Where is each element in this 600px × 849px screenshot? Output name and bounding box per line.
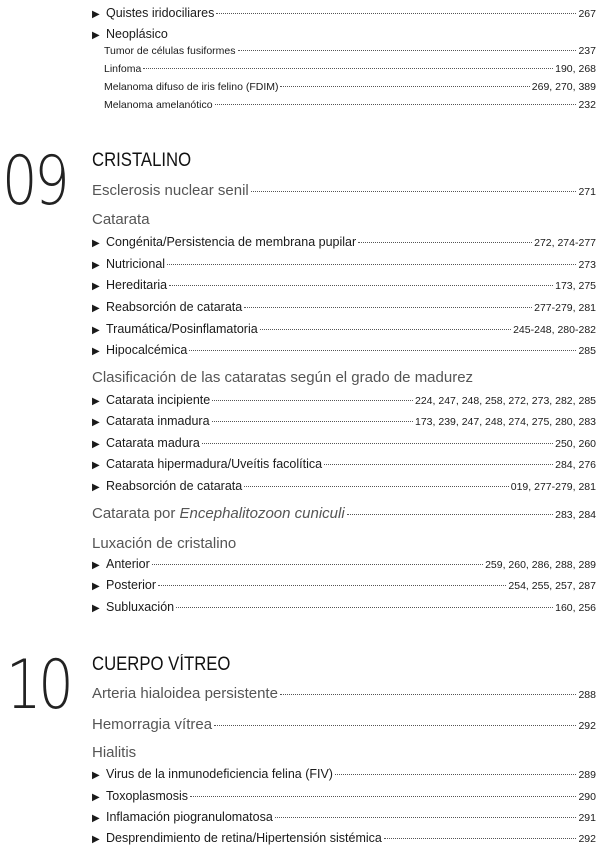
- toc-subentry[interactable]: Melanoma difuso de iris felino (FDIM) 269, 270, 389: [104, 81, 596, 93]
- toc-entry[interactable]: ▶ Subluxación 160, 256: [92, 600, 596, 614]
- toc-subentry[interactable]: Linfoma 190, 268: [104, 63, 596, 75]
- toc-entry[interactable]: ▶ Toxoplasmosis 290: [92, 789, 596, 803]
- toc-entry[interactable]: Hemorragia vítrea 292: [92, 716, 596, 733]
- arrow-right-icon: ▶: [92, 325, 100, 336]
- leader-dots: [251, 191, 577, 192]
- arrow-right-icon: ▶: [92, 603, 100, 614]
- arrow-right-icon: ▶: [92, 396, 100, 407]
- chapter-number: 10: [6, 646, 71, 725]
- toc-entry[interactable]: ▶ Catarata hipermadura/Uveítis facolítica 284, 276: [92, 457, 596, 471]
- arrow-right-icon: ▶: [92, 346, 100, 357]
- arrow-right-icon: ▶: [92, 792, 100, 803]
- toc-entry[interactable]: ▶ Hereditaria 173, 275: [92, 278, 596, 292]
- toc-entry[interactable]: ▶ Catarata inmadura 173, 239, 247, 248, 274, 275, 280, 283: [92, 414, 596, 428]
- toc-entry[interactable]: ▶ Reabsorción de catarata 277-279, 281: [92, 300, 596, 314]
- leader-dots: [275, 817, 577, 818]
- toc-entry[interactable]: ▶ Desprendimiento de retina/Hipertensión sistémica 292: [92, 831, 596, 845]
- toc-entry[interactable]: ▶ Virus de la inmunodeficiencia felina (FIV) 289: [92, 767, 596, 781]
- leader-dots: [212, 400, 413, 401]
- arrow-right-icon: ▶: [92, 417, 100, 428]
- section-heading: Clasificación de las cataratas según el grado de madurez: [92, 369, 474, 386]
- leader-dots: [176, 607, 553, 608]
- leader-dots: [280, 694, 577, 695]
- chapter-number: 09: [2, 142, 67, 221]
- arrow-right-icon: ▶: [92, 9, 100, 20]
- toc-subentry[interactable]: Melanoma amelanótico 232: [104, 99, 596, 111]
- toc-entry[interactable]: ▶ Hipocalcémica 285: [92, 343, 596, 357]
- arrow-right-icon: ▶: [92, 439, 100, 450]
- arrow-right-icon: ▶: [92, 281, 100, 292]
- leader-dots: [202, 443, 553, 444]
- leader-dots: [214, 725, 576, 726]
- toc-entry[interactable]: ▶ Catarata madura 250, 260: [92, 436, 596, 450]
- leader-dots: [384, 838, 577, 839]
- arrow-right-icon: ▶: [92, 260, 100, 271]
- leader-dots: [244, 307, 532, 308]
- arrow-right-icon: ▶: [92, 560, 100, 571]
- leader-dots: [280, 86, 529, 87]
- leader-dots: [335, 774, 577, 775]
- leader-dots: [189, 350, 576, 351]
- toc-entry[interactable]: ▶ Inflamación piogranulomatosa 291: [92, 810, 596, 824]
- leader-dots: [244, 486, 509, 487]
- section-heading: Hialitis: [92, 744, 137, 761]
- toc-entry[interactable]: ▶ Traumática/Posinflamatoria 245-248, 280-282: [92, 322, 596, 336]
- toc-entry[interactable]: ▶ Nutricional 273: [92, 257, 596, 271]
- section-heading: Catarata: [92, 211, 150, 228]
- toc-entry[interactable]: ▶ Catarata incipiente 224, 247, 248, 258, 272, 273, 282, 285: [92, 393, 596, 407]
- arrow-right-icon: ▶: [92, 482, 100, 493]
- arrow-right-icon: ▶: [92, 30, 100, 41]
- arrow-right-icon: ▶: [92, 581, 100, 592]
- chapter-title: CUERPO VÍTREO: [92, 654, 231, 675]
- toc-entry[interactable]: ▶ Congénita/Persistencia de membrana pupilar 272, 274-277: [92, 235, 596, 249]
- toc-entry[interactable]: ▶ Reabsorción de catarata 019, 277-279, 281: [92, 479, 596, 493]
- leader-dots: [260, 329, 511, 330]
- arrow-right-icon: ▶: [92, 834, 100, 845]
- arrow-right-icon: ▶: [92, 813, 100, 824]
- arrow-right-icon: ▶: [92, 460, 100, 471]
- leader-dots: [190, 796, 576, 797]
- toc-entry: ▶ Neoplásico: [92, 27, 168, 41]
- toc-subentry[interactable]: Tumor de células fusiformes 237: [104, 45, 596, 57]
- leader-dots: [324, 464, 553, 465]
- toc-entry[interactable]: ▶ Anterior 259, 260, 286, 288, 289: [92, 557, 596, 571]
- section-heading: Luxación de cristalino: [92, 535, 237, 552]
- leader-dots: [347, 514, 553, 515]
- leader-dots: [143, 68, 553, 69]
- toc-entry[interactable]: ▶ Quistes iridociliares 267: [92, 6, 596, 20]
- leader-dots: [238, 50, 577, 51]
- toc-entry[interactable]: Arteria hialoidea persistente 288: [92, 685, 596, 702]
- leader-dots: [216, 13, 576, 14]
- leader-dots: [358, 242, 532, 243]
- toc-entry[interactable]: Esclerosis nuclear senil 271: [92, 182, 596, 199]
- leader-dots: [169, 285, 553, 286]
- arrow-right-icon: ▶: [92, 238, 100, 249]
- leader-dots: [167, 264, 576, 265]
- leader-dots: [152, 564, 483, 565]
- chapter-title: CRISTALINO: [92, 150, 192, 171]
- arrow-right-icon: ▶: [92, 770, 100, 781]
- toc-entry[interactable]: Catarata por Encephalitozoon cuniculi 283, 284: [92, 505, 596, 522]
- arrow-right-icon: ▶: [92, 303, 100, 314]
- leader-dots: [215, 104, 577, 105]
- toc-entry[interactable]: ▶ Posterior 254, 255, 257, 287: [92, 578, 596, 592]
- leader-dots: [158, 585, 506, 586]
- leader-dots: [212, 421, 413, 422]
